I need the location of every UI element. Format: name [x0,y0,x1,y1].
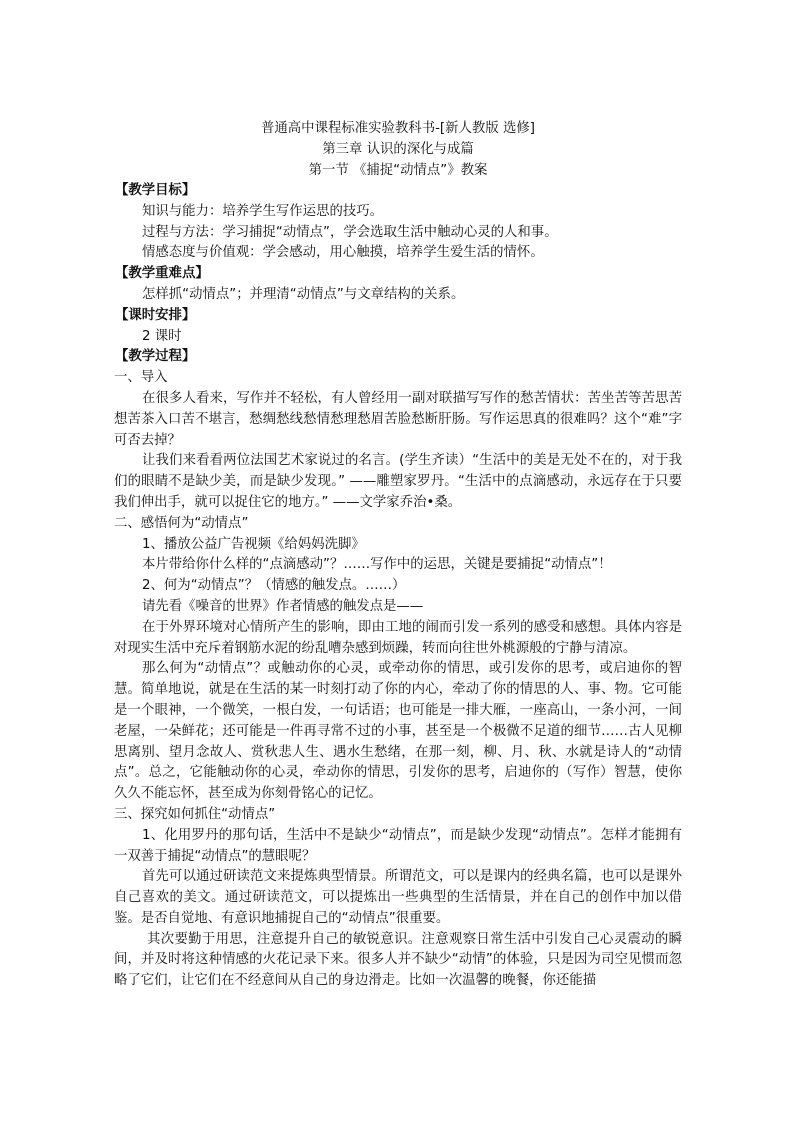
method-paragraph-3: 其次要勤于用思，注意提升自己的敏锐意识。注意观察日常生活中引发自己心灵震动的瞬间，并及时将这种情感的火花记录下来。很多人并不缺少“动情”的体验，只是因为司空见惯而忽略了它们，让它们在不经意间从自己的身边滑走。比如一次温馨的晚餐，你还能描 [114,931,682,989]
method-paragraph-2: 首先可以通过研读范文来提炼典型情景。所谓范文，可以是课内的经典名篇，也可以是课外自己喜欢的美文。通过研读范文，可以提炼出一些典型的生活情景，并在自己的创作中加以借鉴。是否自觉地、有意识地捕捉自己的“动情点”很重要。 [114,869,682,926]
define-paragraph-2: 那么何为“动情点”？或触动你的心灵，或牵动你的情思，或引发你的思考，或启迪你的智慧。简单地说，就是在生活的某一时刻打动了你的内心，牵动了你的情思的人、事、物。它可能是一个眼神，一个微笑，一根白发，一句话语；也可能是一排大雁，一座高山，一条小河，一间老屋，一朵鲜花；还可能是一件再寻常不过的小事，甚至是一个极微不足道的细节……古人见柳思离别、望月念故人、赏秋悲人生、遇水生愁绪，在那一刻，柳、月、秋、水就是诗人的“动情点”。总之，它能触动你的心灵，牵动你的情思，引发你的思考，启迪你的（写作）智慧，使你久久不能忘怀，甚至成为你刻骨铭心的记忆。 [114,661,682,802]
goal-item-knowledge: 知识与能力：培养学生写作运思的技巧。 [142,203,384,219]
document-page [114,118,682,992]
section-method-title: 三、探究如何抓住“动情点” [114,806,276,822]
doc-title-line2: 第三章 认识的深化与成篇 [322,142,474,157]
doc-title-line1: 普通高中课程标准实验教科书-[新人教版 选修] [261,121,535,136]
define-item-1: 1、播放公益广告视频《给妈妈洗脚》 [142,536,365,552]
intro-paragraph-2: 让我们来看看两位法国艺术家说过的名言。(学生齐读）“生活中的美是无处不在的，对于我们的眼睛不是缺少美，而是缺少发现。” ——雕塑家罗丹。“生活中的点滴感动，永远存在于只要我们伸出手，就可以捉住它的地方。” ——文学家乔治•桑。 [114,453,682,510]
section-define-title: 二、感悟何为“动情点” [114,515,249,531]
section-intro-title: 一、导入 [114,370,168,386]
key-points-heading: 【教学重难点】 [115,266,209,282]
goal-item-emotion: 情感态度与价值观：学会感动，用心触摸，培养学生爱生活的情怀。 [142,245,544,261]
method-paragraph-1: 1、化用罗丹的那句话，生活中不是缺少“动情点”，而是缺少发现“动情点”。怎样才能拥有一双善于捕捉“动情点”的慧眼呢？ [114,827,682,864]
process-heading: 【教学过程】 [115,349,196,365]
schedule-text: 2 课时 [142,328,182,344]
define-item-2: 2、何为“动情点”？（情感的触发点。……） [142,578,406,594]
goals-heading: 【教学目标】 [115,183,196,198]
goal-item-process: 过程与方法：学习捕捉“动情点”，学会选取生活中触动心灵的人和事。 [142,224,558,240]
intro-paragraph-1: 在很多人看来，写作并不轻松，有人曾经用一副对联描写写作的愁苦情状：苦坐苦等苦思苦想苦茶入口苦不堪言，愁绸愁线愁情愁理愁眉苦脸愁断肝肠。写作运思真的很难吗？这个“难”字可否去掉？ [114,390,682,448]
key-points-text: 怎样抓“动情点”；并理清“动情点”与文章结构的关系。 [142,286,465,302]
define-paragraph-1: 在于外界环境对心情所产生的影响，即由工地的闹而引发一系列的感受和感想。具体内容是对现实生活中充斥着钢筋水泥的纷乱嘈杂感到烦躁，转而向往世外桃源般的宁静与清凉。 [114,619,682,656]
define-line-b: 请先看《噪音的世界》作者情感的触发点是—— [142,598,424,614]
define-line-a: 本片带给你什么样的“点滴感动”？……写作中的运思，关键是要捕捉“动情点”！ [142,557,612,573]
doc-title-line3: 第一节 《捕捉“动情点”》教案 [308,163,488,178]
schedule-heading: 【课时安排】 [115,307,196,323]
